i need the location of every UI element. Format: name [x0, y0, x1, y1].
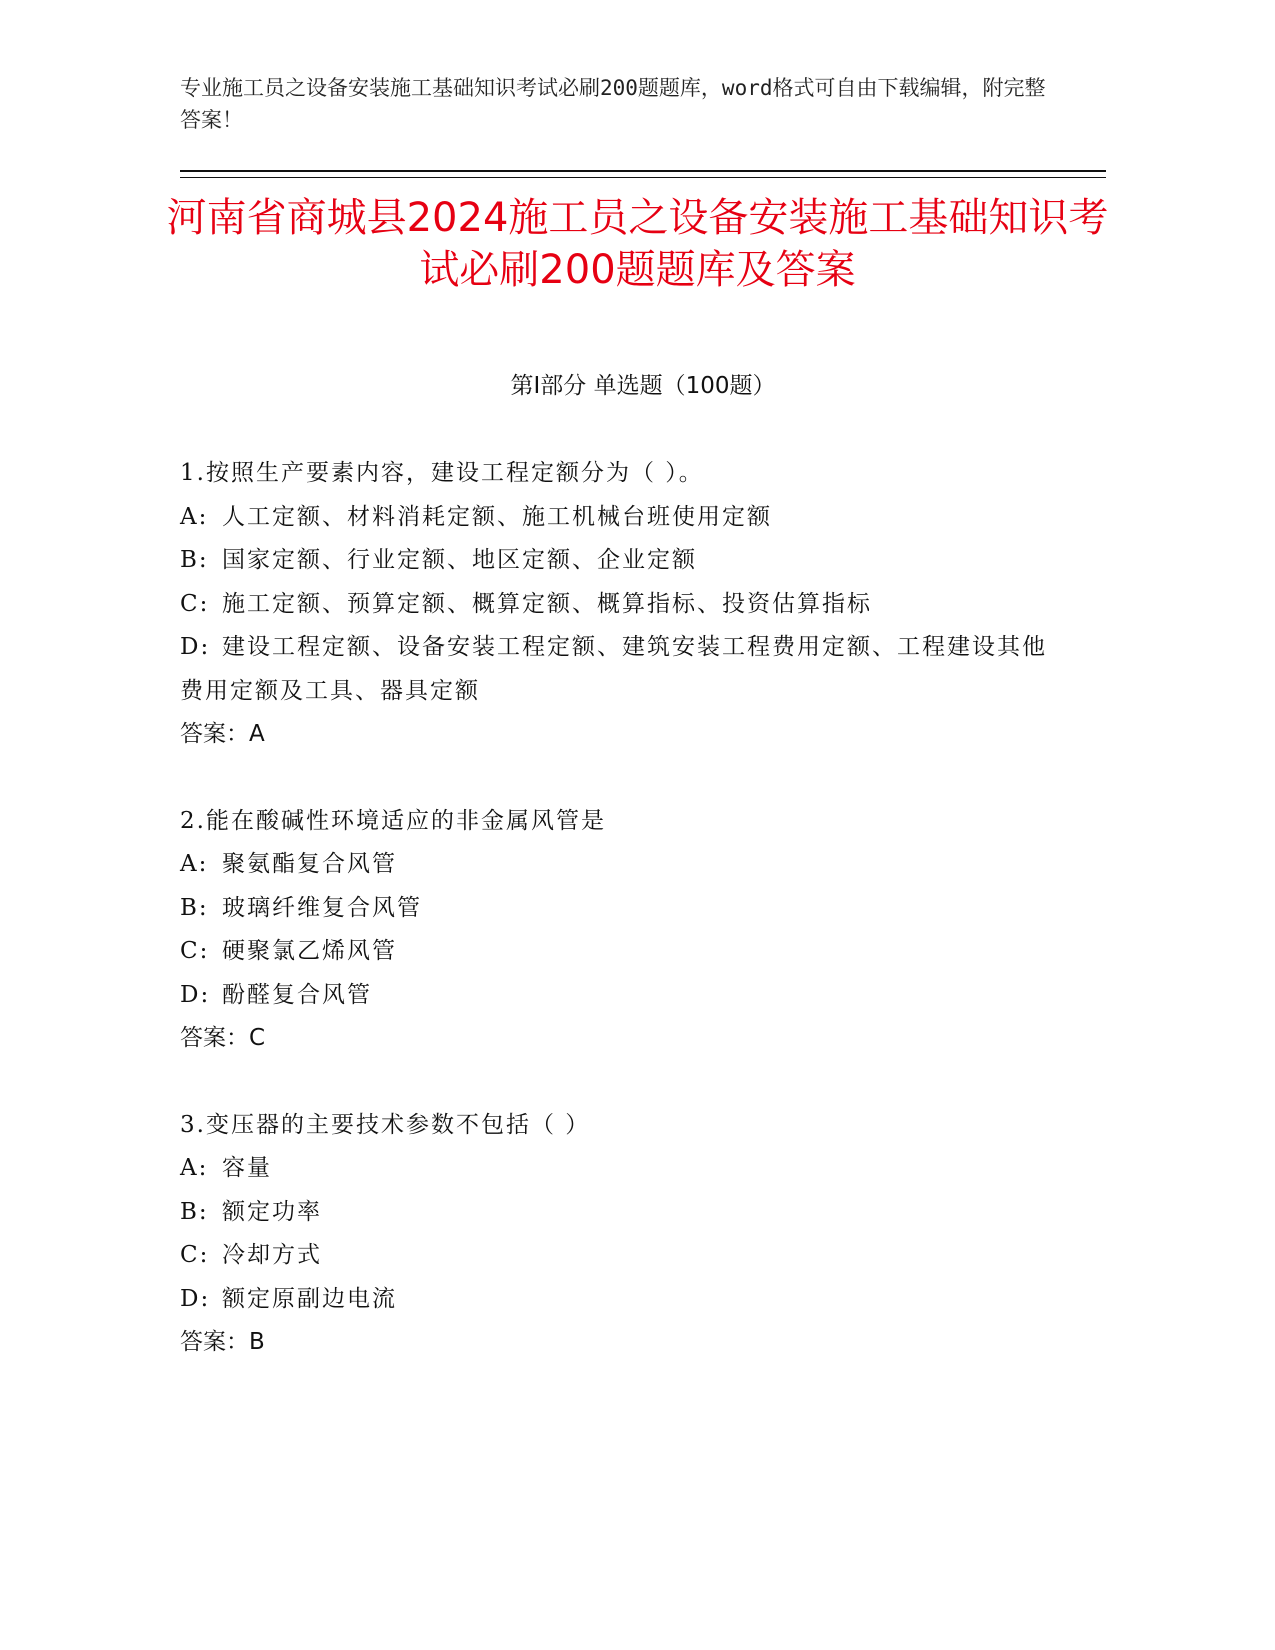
- option-text: 国家定额、行业定额、地区定额、企业定额: [222, 547, 697, 573]
- option-text: 容量: [222, 1155, 272, 1181]
- option-text: 人工定额、材料消耗定额、施工机械台班使用定额: [222, 503, 772, 530]
- header-note: 专业施工员之设备安装施工基础知识考试必刷200题题库，word格式可自由下载编辑，附完整答案！: [180, 76, 1046, 132]
- question-stem: 2.能在酸碱性环境适应的非金属风管是: [180, 807, 606, 834]
- option-text: 建设工程定额、设备安装工程定额、建筑安装工程费用定额、工程建设其他费用定额及工具、器具定额: [180, 634, 1047, 704]
- option-letter: C:: [180, 590, 210, 617]
- option-text: 额定原副边电流: [222, 1285, 397, 1312]
- option-letter: A:: [180, 1155, 209, 1181]
- option-b: [180, 887, 1050, 931]
- question-stem: 3.变压器的主要技术参数不包括（ ）: [180, 1111, 591, 1138]
- option-letter: B:: [180, 547, 209, 573]
- question-1: [180, 452, 1050, 757]
- option-letter: A:: [180, 503, 209, 530]
- answer-line: 答案：B: [180, 1329, 265, 1355]
- option-a: [180, 496, 1050, 540]
- option-c: [180, 583, 1050, 627]
- option-text: 额定功率: [222, 1198, 322, 1225]
- option-letter: A:: [180, 851, 209, 877]
- option-letter: D:: [180, 981, 211, 1008]
- option-letter: B:: [180, 1198, 209, 1225]
- option-letter: B:: [180, 894, 209, 921]
- option-text: 玻璃纤维复合风管: [222, 894, 422, 921]
- option-c: [180, 930, 1050, 974]
- question-list: [180, 452, 1050, 1408]
- question-stem: 1.按照生产要素内容，建设工程定额分为（ ）。: [180, 460, 704, 486]
- option-letter: D:: [180, 1285, 211, 1312]
- answer-line: 答案：C: [180, 1025, 266, 1051]
- document-title: 河南省商城县2024施工员之设备安装施工基础知识考试必刷200题题库及答案: [166, 195, 1109, 293]
- option-text: 酚醛复合风管: [222, 981, 372, 1008]
- question-2: [180, 800, 1050, 1061]
- option-b: [180, 1191, 1050, 1235]
- option-text: 冷却方式: [222, 1242, 322, 1268]
- section-title: 第Ⅰ部分 单选题（100题）: [510, 373, 776, 399]
- option-a: [180, 843, 1050, 887]
- option-c: [180, 1234, 1050, 1278]
- option-text: 聚氨酯复合风管: [222, 851, 397, 877]
- header-divider-thin: [180, 177, 1106, 178]
- answer-line: 答案：A: [180, 721, 265, 747]
- option-b: [180, 539, 1050, 583]
- header-divider-thick: [180, 170, 1106, 172]
- option-letter: D:: [180, 634, 211, 660]
- option-a: [180, 1147, 1050, 1191]
- option-d: [180, 626, 1050, 713]
- option-text: 施工定额、预算定额、概算定额、概算指标、投资估算指标: [222, 590, 872, 617]
- option-letter: C:: [180, 1242, 210, 1268]
- option-text: 硬聚氯乙烯风管: [222, 938, 397, 964]
- option-d: [180, 974, 1050, 1018]
- option-letter: C:: [180, 938, 210, 964]
- option-d: [180, 1278, 1050, 1322]
- question-3: [180, 1104, 1050, 1365]
